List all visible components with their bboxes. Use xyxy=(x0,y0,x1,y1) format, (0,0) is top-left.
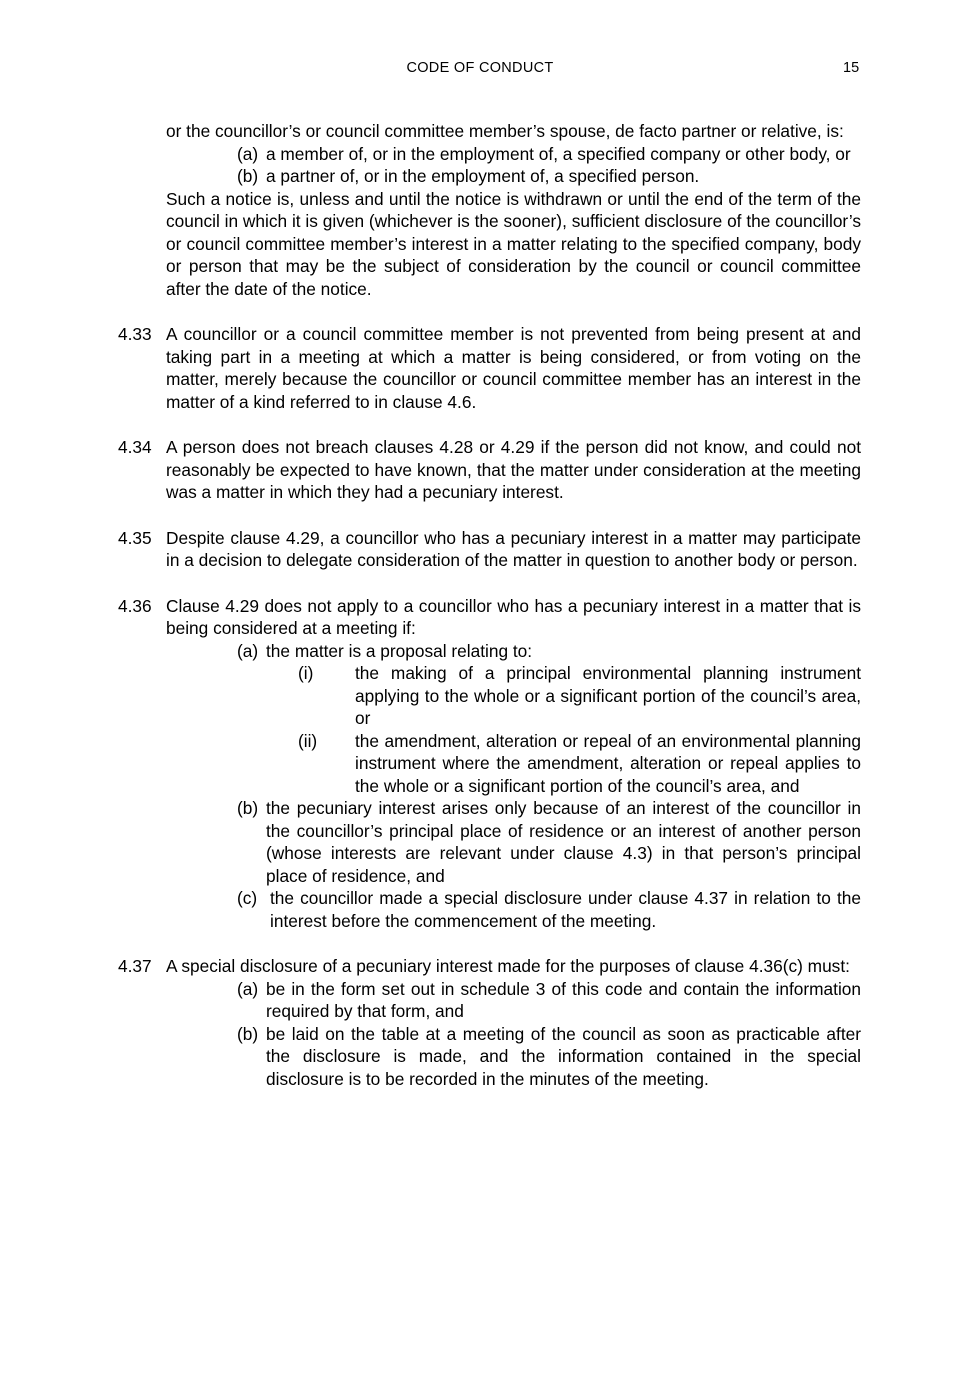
list-text: the matter is a proposal relating to: xyxy=(266,640,533,661)
list-text: a member of, or in the employment of, a specified company or other body, or xyxy=(266,143,851,164)
clause-4-36-item-a xyxy=(237,640,861,663)
page-number: 15 xyxy=(843,60,860,76)
clause-number: 4.33 xyxy=(118,324,152,344)
clause-number: 4.36 xyxy=(118,595,152,616)
clause-4-36-subitem-i xyxy=(298,662,861,730)
clause-4-33 xyxy=(0,323,979,413)
list-label: (b) xyxy=(237,166,259,186)
clause-4-37-item-b xyxy=(237,1023,861,1091)
clause-4-36-item-c xyxy=(237,887,861,932)
list-text: the councillor made a special disclosure under clause 4.37 in relation to the interest before the commencement of the meeting. xyxy=(270,888,861,931)
clause-4-36-item-b xyxy=(237,797,861,887)
clause-text: Clause 4.29 does not apply to a councillor who has a pecuniary interest in a matter that is being considered at a meeting if: xyxy=(166,595,861,638)
clause-text: A special disclosure of a pecuniary interest made for the purposes of clause 4.36(c) must: xyxy=(166,956,850,976)
list-text: the pecuniary interest arises only because of an interest of the councillor in the councillor’s principal place of residence or an interest of another person (whose interests are relevant under clause 4.3) in that person’s principal place of residence, and xyxy=(266,798,861,886)
list-text: the making of a principal environmental planning instrument applying to the whole or a significant portion of the council’s area, or xyxy=(355,663,861,728)
list-label: (a) xyxy=(237,978,259,999)
clause-number: 4.37 xyxy=(118,956,152,976)
list-label: (i) xyxy=(298,663,314,683)
list-label: (a) xyxy=(237,143,259,164)
clause-number: 4.34 xyxy=(118,437,152,457)
clause-4-36 xyxy=(0,595,979,640)
list-label: (b) xyxy=(237,798,259,818)
clause-text: Despite clause 4.29, a councillor who has a pecuniary interest in a matter may participate in a decision to delegate consideration of the matter in question to another body or person. xyxy=(166,527,861,570)
list-text: a partner of, or in the employment of, a specified person. xyxy=(266,166,700,186)
document-body xyxy=(0,120,979,1090)
intro-item-a xyxy=(237,143,861,166)
list-text: be laid on the table at a meeting of the council as soon as practicable after the disclosure is made, and the information contained in the special disclosure is to be recorded in the minutes of the meeting. xyxy=(266,1023,861,1089)
list-label: (c) xyxy=(237,888,258,908)
list-text: be in the form set out in schedule 3 of this code and contain the information required by that form, and xyxy=(266,978,861,1021)
intro-item-b xyxy=(237,165,861,188)
list-text: the amendment, alteration or repeal of an environmental planning instrument where the amendment, alteration or repeal applies to the whole or a significant portion of the council’s area, and xyxy=(355,730,861,796)
list-label: (ii) xyxy=(298,730,318,751)
intro-tail-paragraph: Such a notice is, unless and until the notice is withdrawn or until the end of the term of the council in which it is given (whichever is the sooner), sufficient disclosure of the councillor’s or council committee member’s interest in a matter relating to the specified company, body or person that may be the subject of consideration by the council or council committee after the date of the notice. xyxy=(166,188,861,299)
list-label: (b) xyxy=(237,1023,259,1044)
intro-paragraph: or the councillor’s or council committee member’s spouse, de facto partner or relative, is: xyxy=(166,121,844,141)
clause-number: 4.35 xyxy=(118,527,152,548)
clause-4-37-item-a xyxy=(237,978,861,1023)
clause-4-34 xyxy=(0,436,979,504)
clause-text: A person does not breach clauses 4.28 or 4.29 if the person did not know, and could not reasonably be expected to have known, that the matter under consideration at the meeting was a matter in which they had a pecuniary interest. xyxy=(166,437,861,502)
clause-4-35 xyxy=(0,527,979,572)
clause-text: A councillor or a council committee member is not prevented from being present at and taking part in a meeting at which a matter is being considered, or from voting on the matter, merely because the councillor or council committee member has an interest in the matter of a kind referred to in clause 4.6. xyxy=(166,324,861,412)
clause-4-36-subitem-ii xyxy=(298,730,861,798)
clause-4-37 xyxy=(0,955,979,978)
list-label: (a) xyxy=(237,640,259,661)
header-title: CODE OF CONDUCT xyxy=(406,60,554,76)
